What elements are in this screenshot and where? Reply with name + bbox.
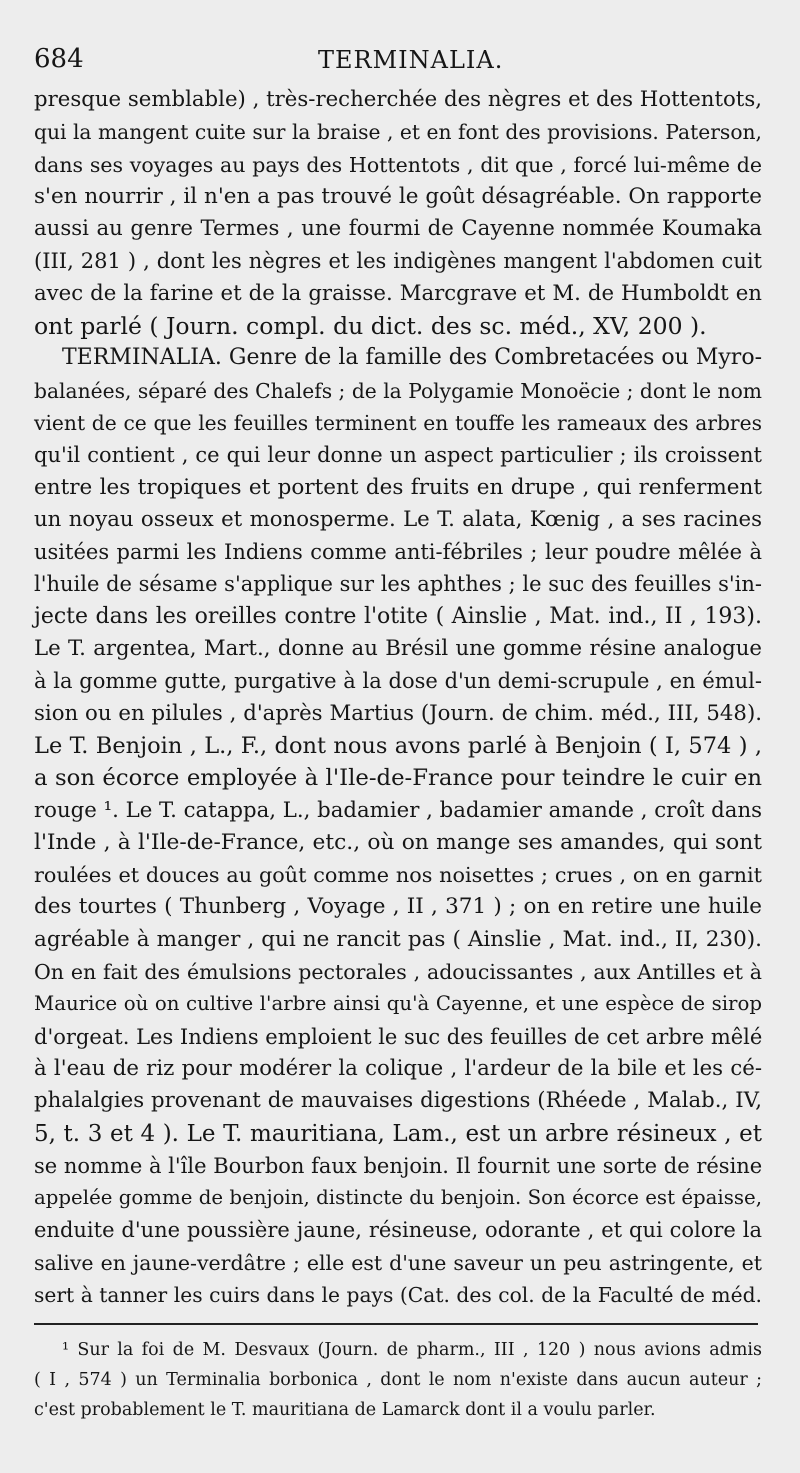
text-line: enduite d'une poussière jaune, résineuse, odorante , et qui colore la [34,1218,762,1243]
text-line: phalalgies provenant de mauvaises digestions (Rhéede , Malab., IV, [34,1088,762,1114]
text-line: rouge ¹. Le T. catappa, L., badamier , badamier amande , croît dans [34,797,763,823]
text-line: ont parlé ( Journ. compl. du dict. des sc. méd., XV, 200 ). [34,312,707,341]
text-line: a son écorce employée à l'Ile-de-France pour teindre le cuir en [34,765,762,792]
text-line: roulées et douces au goût comme nos noisettes ; crues , on en garnit [34,863,762,888]
text-line: qui la mangent cuite sur la braise , et en font des provisions. Paterson, [34,120,762,145]
text-line: Le T. argentea, Mart., donne au Brésil une gomme résine analogue [34,636,762,662]
running-head: TERMINALIA. [318,46,504,74]
text-line: entre les tropiques et portent des fruits en drupe , qui renferment [34,474,762,500]
text-line: appelée gomme de benjoin, distincte du benjoin. Son écorce est épaisse, [34,1186,762,1210]
text-line: sion ou en pilules , d'après Martius (Journ. de chim. méd., III, 548). [34,700,762,726]
text-line: jecte dans les oreilles contre l'otite ( Ainslie , Mat. ind., II , 193). [34,603,762,629]
text-line: l'huile de sésame s'applique sur les aphthes ; le suc des feuilles s'in- [34,572,762,597]
footnote-line: ¹ Sur la foi de M. Desvaux (Journ. de pharm., III , 120 ) nous avions admis [62,1340,762,1361]
footnote-rule [34,1323,758,1325]
text-line: vient de ce que les feuilles terminent en touffe les rameaux des arbres [34,410,762,435]
text-line: d'orgeat. Les Indiens emploient le suc des feuilles de cet arbre mêlé [34,1024,763,1049]
text-line: agréable à manger , qui ne rancit pas ( Ainslie , Mat. ind., II, 230). [34,926,762,952]
page-number: 684 [34,44,84,74]
footnote-line: c'est probablement le T. mauritiana de Lamarck dont il a voulu parler. [34,1400,656,1421]
text-line: s'en nourrir , il n'en a pas trouvé le goût désagréable. On rapporte [34,183,762,209]
text-line: se nomme à l'île Bourbon faux benjoin. Il fournit une sorte de résine [34,1153,763,1178]
text-line: usitées parmi les Indiens comme anti-fébriles ; leur poudre mêlée à [34,540,762,565]
text-line: l'Inde , à l'Ile-de-France, etc., où on mange ses amandes, qui sont [34,829,762,855]
footnote-line: ( I , 574 ) un Terminalia borbonica , dont le nom n'existe dans aucun auteur ; [34,1370,762,1391]
text-line: dans ses voyages au pays des Hottentots , dit que , forcé lui-même de [34,152,762,177]
text-line: avec de la farine et de la graisse. Marcgrave et M. de Humboldt en [34,280,762,306]
text-line: On en fait des émulsions pectorales , adoucissantes , aux Antilles et à [34,960,762,985]
text-line: un noyau osseux et monosperme. Le T. alata, Kœnig , a ses racines [34,506,762,532]
entry-heading-line: TERMINALIA. Genre de la famille des Combretacées ou Myro- [62,345,762,371]
text-line: (III, 281 ) , dont les nègres et les indigènes mangent l'abdomen cuit [34,249,762,274]
text-line: à la gomme gutte, purgative à la dose d'un demi-scrupule , en émul- [34,669,762,694]
text-line: sert à tanner les cuirs dans le pays (Cat. des col. de la Faculté de méd. [34,1282,762,1307]
body-text [34,84,762,1311]
text-line: salive en jaune-verdâtre ; elle est d'une saveur un peu astringente, et [34,1250,762,1275]
page-header [34,40,762,84]
text-line: qu'il contient , ce qui leur donne un aspect particulier ; ils croissent [34,443,762,468]
text-line: aussi au genre Termes , une fourmi de Cayenne nommée Koumaka [34,216,762,242]
footnotes [34,1335,762,1425]
text-line: à l'eau de riz pour modérer la colique , l'ardeur de la bile et les cé- [34,1055,762,1081]
text-line: balanées, séparé des Chalefs ; de la Polygamie Monoëcie ; dont le nom [34,378,762,403]
text-line: Maurice où on cultive l'arbre ainsi qu'à Cayenne, et une espèce de sirop [34,992,762,1016]
text-line: Le T. Benjoin , L., F., dont nous avons parlé à Benjoin ( I, 574 ) , [34,732,762,759]
text-line: presque semblable) , très-recherchée des nègres et des Hottentots, [34,87,762,112]
text-line: 5, t. 3 et 4 ). Le T. mauritiana, Lam., est un arbre résineux , et [34,1120,762,1147]
text-line: des tourtes ( Thunberg , Voyage , II , 371 ) ; on en retire une huile [34,894,762,920]
